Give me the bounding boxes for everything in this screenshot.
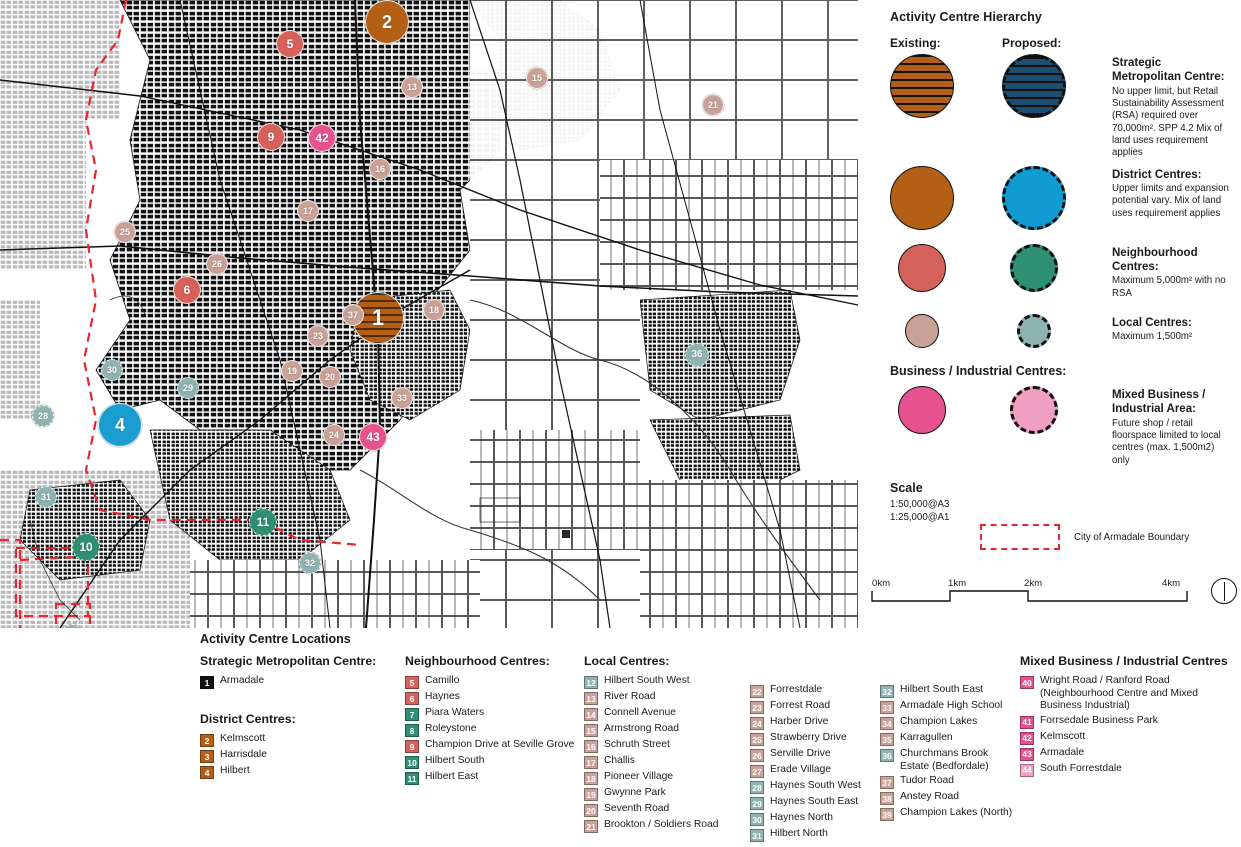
index-number-badge: 23: [750, 701, 764, 714]
index-item-11[interactable]: [405, 771, 575, 785]
index-item-35[interactable]: [880, 732, 1020, 746]
swatch-neighbourhood-existing: [898, 244, 946, 292]
map-marker-4[interactable]: 4: [98, 403, 142, 447]
index-item-label: Kelmscott: [220, 733, 266, 744]
map-marker-32[interactable]: 32: [299, 552, 321, 574]
index-number-badge: 29: [750, 797, 764, 810]
legend-label-neighbourhood: Neighbourhood Centres:: [1112, 246, 1198, 273]
scale-block: [890, 481, 1231, 524]
index-item-43[interactable]: [1020, 747, 1240, 761]
index-item-2[interactable]: [200, 733, 396, 747]
boundary-swatch: [980, 524, 1060, 550]
legend-desc-local: Maximum 1,500m²: [1112, 331, 1193, 343]
scale-bar-graphic: [872, 590, 1187, 602]
legend-row-district-centres: [890, 166, 1231, 230]
legend-desc-strategic-metropolitan: No upper limit, but Retail Sustainability Assessment (RSA) required over 70,000m². SPP 4.2 Mix of land uses requirement applies: [1112, 85, 1224, 159]
index-number-badge: 15: [584, 724, 598, 737]
index-item-label: Camillo: [425, 675, 460, 686]
legend-desc-district: Upper limits and expansion potential vary. Mix of land uses requirement applies: [1112, 183, 1229, 219]
legend-desc-mixed-business: Future shop / retail floorspace limited to local centres (max. 1,500m2) only: [1112, 417, 1221, 466]
index-item-label: Hilbert North: [770, 828, 828, 839]
index-number-badge: 9: [405, 740, 419, 753]
index-item-7[interactable]: [405, 707, 575, 721]
boundary-legend-row: [980, 524, 1189, 550]
index-number-badge: 4: [200, 766, 214, 779]
index-number-badge: 11: [405, 772, 419, 785]
index-item-31[interactable]: [750, 828, 910, 842]
index-number-badge: 20: [584, 804, 598, 817]
index-number-badge: 19: [584, 788, 598, 801]
index-item-label: Schruth Street: [604, 739, 670, 750]
index-item-label: Haynes North: [770, 812, 833, 823]
index-item-33[interactable]: [880, 700, 1020, 714]
index-number-badge: 37: [880, 776, 894, 789]
index-number-badge: 43: [1020, 748, 1034, 761]
activity-centre-locations-panel: [0, 628, 1241, 847]
map-marker-16[interactable]: 16: [369, 158, 391, 180]
index-number-badge: 1: [200, 676, 214, 689]
map-marker-36[interactable]: 36: [685, 343, 709, 367]
map-marker-37[interactable]: 37: [342, 304, 364, 326]
index-item-39[interactable]: [880, 807, 1020, 821]
index-item-4[interactable]: [200, 765, 396, 779]
index-item-38[interactable]: [880, 791, 1020, 805]
index-item-10[interactable]: [405, 755, 575, 769]
index-number-badge: 36: [880, 749, 894, 762]
legend-proposed-header: Proposed:: [1002, 36, 1062, 50]
index-item-9[interactable]: [405, 739, 575, 753]
index-item-label: Strawberry Drive: [770, 732, 847, 743]
map-marker-15[interactable]: 15: [526, 67, 548, 89]
index-group-district: [200, 712, 396, 781]
index-number-badge: 14: [584, 708, 598, 721]
index-group-neighbourhood: [405, 654, 575, 787]
index-number-badge: 42: [1020, 732, 1034, 745]
swatch-mixed-business-proposed: [1010, 386, 1058, 434]
index-item-label: Kelmscott: [1040, 730, 1086, 742]
map-marker-31[interactable]: 31: [35, 486, 57, 508]
index-group-local-1: [584, 654, 744, 835]
index-item-6[interactable]: [405, 691, 575, 705]
index-number-badge: 38: [880, 792, 894, 805]
index-item-label: Haynes South East: [770, 796, 859, 807]
map-marker-5[interactable]: 5: [276, 30, 304, 58]
index-number-badge: 31: [750, 829, 764, 842]
legend-column-headers: [890, 36, 1231, 50]
map-marker-42[interactable]: 42: [308, 124, 336, 152]
index-item-8[interactable]: [405, 723, 575, 737]
legend-label-mixed-business: Mixed Business / Industrial Area:: [1112, 389, 1206, 416]
index-item-40[interactable]: [1020, 675, 1240, 713]
map-marker-26[interactable]: 26: [206, 253, 228, 275]
index-number-badge: 34: [880, 717, 894, 730]
map-marker-24[interactable]: 24: [323, 424, 345, 446]
index-item-label: Pioneer Village: [604, 771, 674, 782]
index-item-label: Forrestdale: [770, 684, 823, 695]
index-item-label: Wright Road / Ranford Road (Neighbourhood Centre and Mixed Business Industrial): [1040, 675, 1198, 712]
swatch-strategic-metropolitan-existing: [890, 54, 954, 118]
index-number-badge: 21: [584, 820, 598, 833]
index-item-label: Armadale: [1040, 746, 1085, 758]
map-marker-33[interactable]: 33: [391, 387, 413, 409]
index-number-badge: 22: [750, 685, 764, 698]
index-number-badge: 18: [584, 772, 598, 785]
index-item-label: Karragullen: [900, 732, 953, 743]
index-number-badge: 17: [584, 756, 598, 769]
legend-row-local-centres: [890, 314, 1231, 348]
swatch-local-existing: [905, 314, 939, 348]
map-marker-43[interactable]: 43: [359, 423, 387, 451]
index-item-label: Hilbert East: [425, 771, 479, 782]
index-number-badge: 7: [405, 708, 419, 721]
index-number-badge: 8: [405, 724, 419, 737]
index-item-32[interactable]: [880, 684, 1020, 698]
index-title: Activity Centre Locations: [200, 632, 351, 646]
scale-bar: [872, 578, 1187, 604]
index-item-13[interactable]: [584, 691, 744, 705]
index-number-badge: 40: [1020, 676, 1034, 689]
index-number-badge: 32: [880, 685, 894, 698]
index-item-5[interactable]: [405, 675, 575, 689]
legend-label-strategic-metropolitan: Strategic Metropolitan Centre:: [1112, 57, 1225, 84]
index-item-label: Seventh Road: [604, 803, 670, 814]
index-number-badge: 39: [880, 808, 894, 821]
map-marker-1[interactable]: 1: [352, 292, 404, 344]
index-item-label: Brookton / Soldiers Road: [604, 819, 719, 830]
index-item-label: Forrest Road: [770, 700, 831, 711]
index-item-label: Tudor Road: [900, 775, 954, 787]
index-item-21[interactable]: [584, 819, 744, 833]
index-item-label: Gwynne Park: [604, 787, 666, 798]
index-item-label: Harrisdale: [220, 749, 267, 760]
map-marker-19[interactable]: 19: [281, 360, 303, 382]
index-number-badge: 27: [750, 765, 764, 778]
index-heading: Local Centres:: [584, 654, 670, 668]
index-group-local-3: [880, 684, 1020, 823]
swatch-local-proposed: [1017, 314, 1051, 348]
index-item-44[interactable]: [1020, 763, 1240, 777]
swatch-district-existing: [890, 166, 954, 230]
index-number-badge: 12: [584, 676, 598, 689]
swatch-neighbourhood-proposed: [1010, 244, 1058, 292]
map-marker-18[interactable]: 18: [423, 299, 445, 321]
index-heading: Strategic Metropolitan Centre:: [200, 654, 377, 668]
index-item-12[interactable]: [584, 675, 744, 689]
index-heading: Mixed Business / Industrial Centres: [1020, 654, 1228, 668]
index-group-mixed-business: [1020, 654, 1240, 779]
map-marker-2[interactable]: 2: [365, 0, 409, 44]
index-item-label: Hilbert: [220, 765, 250, 776]
index-number-badge: 5: [405, 676, 419, 689]
index-item-label: Hilbert South: [425, 755, 485, 766]
index-item-41[interactable]: [1020, 715, 1240, 729]
scale-tick-0: 0km: [872, 578, 891, 589]
legend-row-neighbourhood-centres: [890, 244, 1231, 300]
index-item-label: Anstey Road: [900, 791, 959, 803]
legend-title: Activity Centre Hierarchy: [890, 10, 1042, 24]
index-item-label: Churchmans Brook Estate (Bedfordale): [900, 748, 989, 772]
index-number-badge: 24: [750, 717, 764, 730]
map-marker-28[interactable]: 28: [32, 405, 54, 427]
index-number-badge: 41: [1020, 716, 1034, 729]
index-number-badge: 16: [584, 740, 598, 753]
index-item-1[interactable]: [200, 675, 396, 689]
index-item-label: Armadale: [220, 675, 265, 686]
map-marker-23[interactable]: 23: [307, 325, 329, 347]
scale-title: Scale: [890, 481, 923, 495]
map-marker-20[interactable]: 20: [319, 366, 341, 388]
swatch-strategic-metropolitan-proposed: [1002, 54, 1066, 118]
map-marker-17[interactable]: 17: [297, 200, 319, 222]
scale-tick-3: 4km: [1162, 578, 1181, 589]
index-item-label: Champion Lakes: [900, 716, 978, 727]
index-item-label: Champion Drive at Seville Grove: [425, 739, 575, 750]
legend-existing-header: Existing:: [890, 36, 941, 50]
index-number-badge: 44: [1020, 764, 1034, 777]
map-marker-21[interactable]: 21: [702, 94, 724, 116]
index-item-3[interactable]: [200, 749, 396, 763]
index-item-16[interactable]: [584, 739, 744, 753]
index-item-34[interactable]: [880, 716, 1020, 730]
index-item-label: Champion Lakes (North): [900, 807, 1013, 819]
index-item-18[interactable]: [584, 771, 744, 785]
legend-business-industrial-header: Business / Industrial Centres:: [890, 364, 1067, 378]
index-item-label: Forrsedale Business Park: [1040, 714, 1158, 726]
index-item-label: Erade Village: [770, 764, 832, 775]
index-number-badge: 25: [750, 733, 764, 746]
index-number-badge: 10: [405, 756, 419, 769]
index-item-label: Armadale High School: [900, 700, 1003, 711]
map-marker-9[interactable]: 9: [257, 123, 285, 151]
index-number-badge: 28: [750, 781, 764, 794]
index-number-badge: 26: [750, 749, 764, 762]
index-number-badge: 30: [750, 813, 764, 826]
swatch-district-proposed: [1002, 166, 1066, 230]
index-item-label: South Forrestdale: [1040, 762, 1122, 774]
index-item-14[interactable]: [584, 707, 744, 721]
index-item-17[interactable]: [584, 755, 744, 769]
index-item-label: Hilbert South East: [900, 684, 983, 695]
map-marker-10[interactable]: 10: [72, 533, 100, 561]
index-item-label: Roleystone: [425, 723, 477, 734]
index-item-15[interactable]: [584, 723, 744, 737]
legend-label-local: Local Centres:: [1112, 317, 1192, 329]
map-marker-6[interactable]: 6: [173, 276, 201, 304]
legend-row-mixed-business-industrial: [890, 386, 1231, 467]
index-item-19[interactable]: [584, 787, 744, 801]
legend-row-strategic-metropolitan-centre: [890, 54, 1231, 160]
map-marker-30[interactable]: 30: [101, 359, 123, 381]
swatch-mixed-business-existing: [898, 386, 946, 434]
north-arrow-icon: [1211, 578, 1237, 604]
index-item-label: Hilbert South West: [604, 675, 690, 686]
index-number-badge: 33: [880, 701, 894, 714]
index-item-label: Armstrong Road: [604, 723, 679, 734]
scale-a3: 1:50,000@A3: [890, 499, 950, 510]
map-marker-11[interactable]: 11: [249, 508, 277, 536]
index-item-label: Harber Drive: [770, 716, 829, 727]
legend-desc-neighbourhood: Maximum 5,000m² with no RSA: [1112, 275, 1226, 299]
index-number-badge: 35: [880, 733, 894, 746]
index-item-label: Haynes: [425, 691, 460, 702]
index-heading: District Centres:: [200, 712, 296, 726]
index-heading: Neighbourhood Centres:: [405, 654, 550, 668]
index-group-strategic-metropolitan: [200, 654, 396, 691]
index-number-badge: 6: [405, 692, 419, 705]
index-number-badge: 13: [584, 692, 598, 705]
map-marker-25[interactable]: 25: [114, 221, 136, 243]
index-item-label: Haynes South West: [770, 780, 861, 791]
legend-label-district: District Centres:: [1112, 168, 1202, 181]
index-item-label: Piara Waters: [425, 707, 485, 718]
scale-tick-1: 1km: [948, 578, 967, 589]
boundary-label: City of Armadale Boundary: [1074, 531, 1190, 543]
index-item-36[interactable]: [880, 748, 1020, 773]
scale-tick-2: 2km: [1024, 578, 1043, 589]
index-item-label: River Road: [604, 691, 656, 702]
map-marker-13[interactable]: 13: [401, 76, 423, 98]
map-marker-29[interactable]: 29: [177, 377, 199, 399]
index-number-badge: 2: [200, 734, 214, 747]
index-item-20[interactable]: [584, 803, 744, 817]
index-item-label: Challis: [604, 755, 635, 766]
index-item-label: Serville Drive: [770, 748, 831, 759]
index-item-37[interactable]: [880, 775, 1020, 789]
index-number-badge: 3: [200, 750, 214, 763]
scale-a1: 1:25,000@A1: [890, 512, 950, 524]
index-item-42[interactable]: [1020, 731, 1240, 745]
index-item-label: Connell Avenue: [604, 707, 676, 718]
